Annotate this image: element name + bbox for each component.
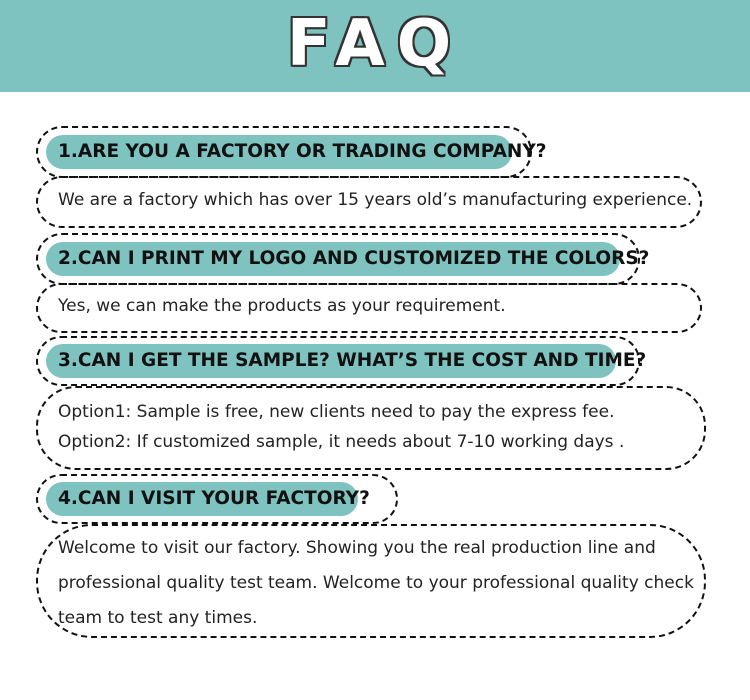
faq-answer-3-line-1: Option1: Sample is free, new clients need to pay the express fee.	[58, 402, 615, 422]
faq-header-banner	[0, 0, 750, 92]
faq-answer-4-line-2: professional quality test team. Welcome to your professional quality check	[58, 573, 694, 593]
faq-answer-4-line-1: Welcome to visit our factory. Showing you the real production line and	[58, 538, 656, 558]
faq-answer-3-line-2: Option2: If customized sample, it needs about 7-10 working days .	[58, 432, 625, 452]
faq-question-3: 3.CAN I GET THE SAMPLE? WHAT’S THE COST AND TIME?	[46, 344, 616, 378]
faq-question-4: 4.CAN I VISIT YOUR FACTORY?	[46, 482, 358, 516]
faq-question-2: 2.CAN I PRINT MY LOGO AND CUSTOMIZED THE COLORS?	[46, 242, 620, 276]
faq-answer-1-line-1: We are a factory which has over 15 years old’s manufacturing experience.	[58, 190, 693, 210]
page-title: FAQ	[286, 7, 464, 81]
faq-answer-4-line-3: team to test any times.	[58, 608, 258, 628]
faq-answer-box	[36, 386, 706, 470]
faq-answer-2-line-1: Yes, we can make the products as your requirement.	[58, 296, 506, 316]
faq-question-1: 1.ARE YOU A FACTORY OR TRADING COMPANY?	[46, 135, 512, 169]
